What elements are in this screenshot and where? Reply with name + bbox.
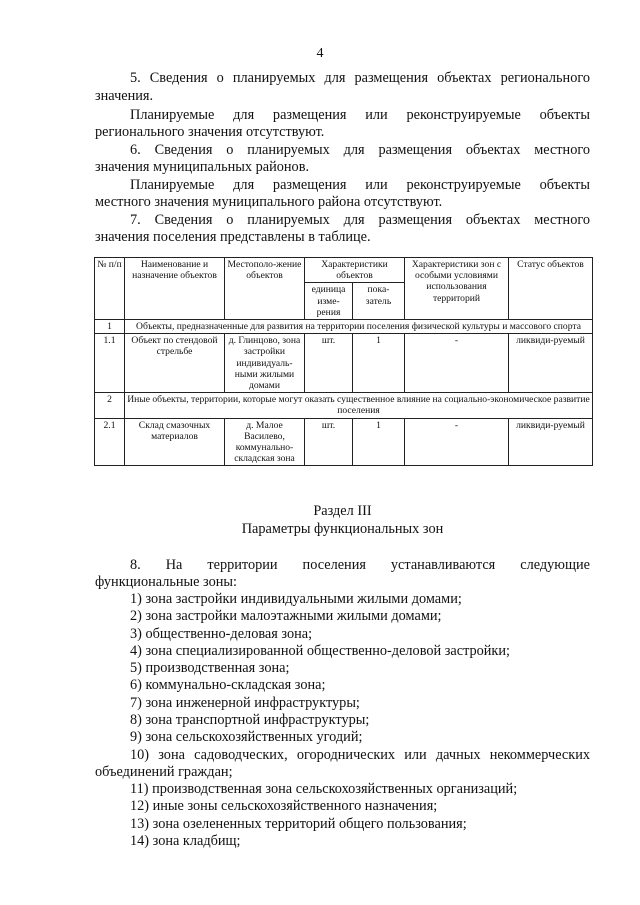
paragraph-6-line1: 6. Сведения о планируемых для размещения объектах местного <box>130 142 590 158</box>
table-row <box>95 334 593 393</box>
row-indicator: 1 <box>353 418 405 466</box>
row-zones: - <box>405 418 509 466</box>
group-title: Объекты, предназначенные для развития на территории поселения физической культуры и массового спорта <box>125 320 593 334</box>
paragraph-5-line1: 5. Сведения о планируемых для размещения объектах регионального <box>130 70 590 86</box>
zone-10-line1: 10) зона садоводческих, огороднических или дачных некоммерческих <box>130 747 590 763</box>
row-location: д. Глинцово, зона застройки индивидуаль-ными жилыми домами <box>225 334 305 393</box>
page-number: 4 <box>316 46 324 61</box>
table-row <box>95 418 593 466</box>
list-item: 1) зона застройки индивидуальными жилыми домами; <box>130 591 462 607</box>
paragraph-6b-line1: Планируемые для размещения или реконструируемые объекты <box>130 177 590 193</box>
paragraph-5b-line1: Планируемые для размещения или реконструируемые объекты <box>130 107 590 123</box>
zones-list-continued <box>95 781 590 850</box>
row-status: ликвиди-руемый <box>509 334 593 393</box>
table-group-row <box>95 393 593 418</box>
section-title: Раздел III <box>313 503 372 519</box>
list-item: 7) зона инженерной инфраструктуры; <box>130 694 360 711</box>
list-item: 12) иные зоны сельскохозяйственного назначения; <box>130 798 438 815</box>
header-status: Статус объектов <box>509 258 593 320</box>
paragraph-8-line2: функциональные зоны: <box>95 574 237 590</box>
list-item: 5) производственная зона; <box>130 660 290 677</box>
header-indicator: пока-затель <box>353 283 405 320</box>
group-title: Иные объекты, территории, которые могут оказать существенное влияние на социально-экономическое развитие поселения <box>125 393 593 418</box>
paragraph-7-line1: 7. Сведения о планируемых для размещения объектах местного <box>130 212 590 228</box>
group-num: 1 <box>95 320 125 334</box>
row-name: Склад смазочных материалов <box>125 418 225 466</box>
zones-list <box>95 591 590 747</box>
row-location: д. Малое Василево, коммунально-складская зона <box>225 418 305 466</box>
paragraph-7-line2: значения поселения представлены в таблице. <box>95 229 371 245</box>
list-item: 9) зона сельскохозяйственных угодий; <box>130 729 363 746</box>
header-location: Местополо-жение объектов <box>225 258 305 320</box>
header-num: № п/п <box>95 258 125 320</box>
list-item: 3) общественно-деловая зона; <box>130 625 313 642</box>
paragraph-6b-line2: местного значения муниципального района отсутствуют. <box>95 194 443 210</box>
paragraph-5-line2: значения. <box>95 88 154 104</box>
header-zones: Характеристики зон с особыми условиями использования территорий <box>405 258 509 320</box>
objects-table <box>94 257 593 466</box>
row-name: Объект по стендовой стрельбе <box>125 334 225 393</box>
list-item: 8) зона транспортной инфраструктуры; <box>130 712 370 729</box>
header-unit: единица изме-рения <box>305 283 353 320</box>
row-zones: - <box>405 334 509 393</box>
table-header-row <box>95 258 593 283</box>
list-item: 11) производственная зона сельскохозяйственных организаций; <box>130 781 518 797</box>
row-indicator: 1 <box>353 334 405 393</box>
section-subtitle: Параметры функциональных зон <box>241 521 444 537</box>
list-item: 13) зона озелененных территорий общего пользования; <box>130 815 467 832</box>
header-name: Наименование и назначение объектов <box>125 258 225 320</box>
list-item: 6) коммунально-складская зона; <box>130 677 326 694</box>
row-unit: шт. <box>305 418 353 466</box>
list-item: 4) зона специализированной общественно-деловой застройки; <box>130 642 511 659</box>
paragraph-6-line2: значения муниципальных районов. <box>95 159 310 175</box>
paragraph-8-line1: 8. На территории поселения устанавливаются следующие <box>130 557 590 573</box>
row-num: 1.1 <box>95 334 125 393</box>
header-characteristics: Характеристики объектов <box>305 258 405 283</box>
row-num: 2.1 <box>95 418 125 466</box>
paragraph-5b-line2: регионального значения отсутствуют. <box>95 124 325 140</box>
zone-10-line2: объединений граждан; <box>95 764 233 780</box>
table-group-row <box>95 320 593 334</box>
row-status: ликвиди-руемый <box>509 418 593 466</box>
list-item: 14) зона кладбищ; <box>130 832 241 849</box>
row-unit: шт. <box>305 334 353 393</box>
group-num: 2 <box>95 393 125 418</box>
list-item: 2) зона застройки малоэтажными жилыми домами; <box>130 608 442 625</box>
